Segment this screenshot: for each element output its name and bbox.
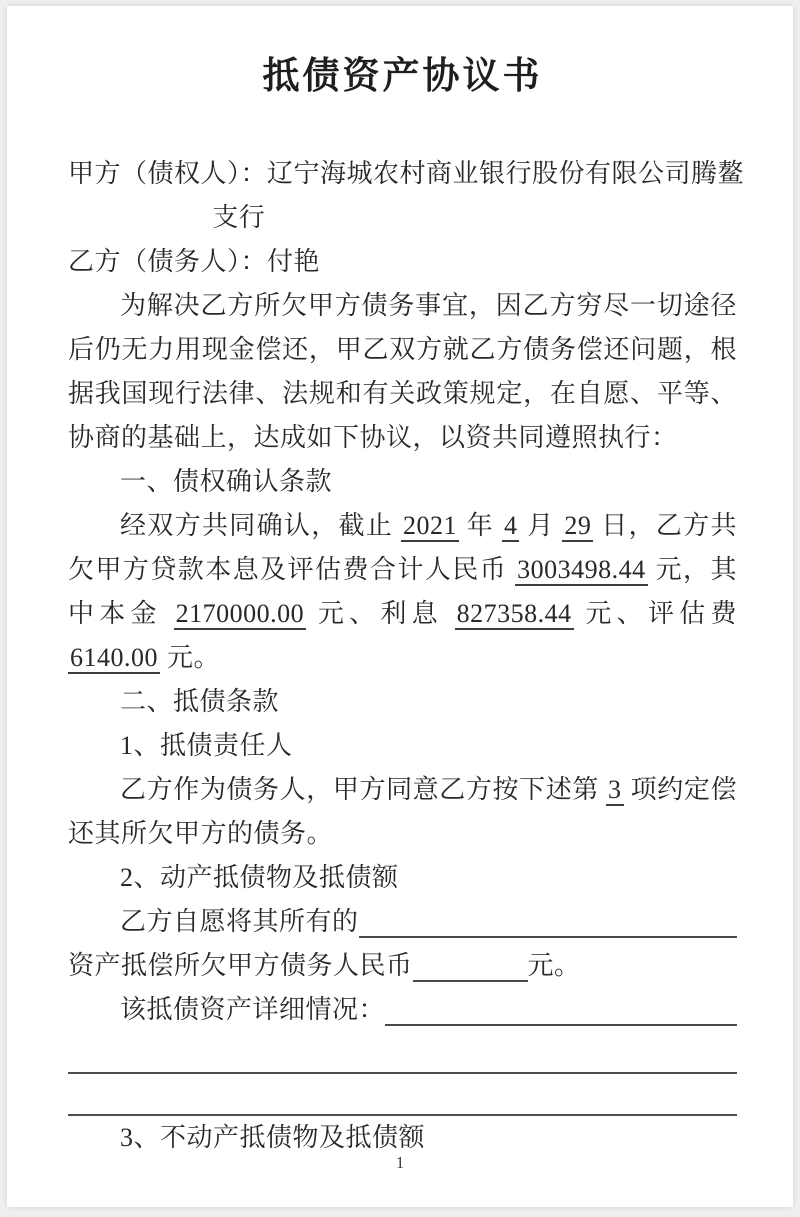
- movable-asset-line-2-suffix: 元。: [527, 951, 581, 980]
- amount-blank-underline: [413, 946, 528, 982]
- blank-underline: [359, 902, 737, 938]
- party-b-name: 付艳: [267, 247, 321, 276]
- ruled-blank-line-2: [68, 1074, 737, 1116]
- section-1-text: 元，其中本金: [68, 555, 737, 628]
- section-1-text: 年: [458, 511, 502, 540]
- section-2-item-1-body: [68, 768, 737, 856]
- appraisal-fee-value: 6140.00: [70, 643, 158, 672]
- party-a-line: [68, 152, 745, 196]
- movable-asset-line-2: [68, 944, 737, 988]
- item-1-text: 项约定偿还其所欠甲方的债务。: [68, 775, 737, 848]
- section-1-text: 元。: [160, 643, 221, 672]
- section-2-item-3-heading: 3、不动产抵债物及抵债额: [120, 1123, 426, 1152]
- parties-block: [68, 152, 745, 284]
- detail-blank-underline: [385, 990, 737, 1026]
- section-1-body: [68, 504, 737, 680]
- section-1-text: 月: [519, 511, 563, 540]
- section-1-text: 经双方共同确认，截止: [120, 511, 401, 540]
- movable-asset-line-1-text: 乙方自愿将其所有的: [120, 907, 359, 936]
- section-1-text: 元、评估费: [573, 599, 737, 628]
- party-a-label: 甲方（债权人）：: [68, 159, 268, 188]
- total-debt-value: 3003498.44: [517, 555, 646, 584]
- interest-value: 827358.44: [456, 599, 572, 628]
- section-2-item-2-heading: 2、动产抵债物及抵债额: [120, 863, 399, 892]
- section-1-text: 日，乙方共欠甲方贷款本息及评估费合计人民币: [68, 511, 737, 584]
- cutoff-month-value: 4: [503, 511, 518, 540]
- party-b-label: 乙方（债务人）：: [68, 247, 268, 276]
- clause-number-value: 3: [608, 775, 622, 804]
- asset-detail-label: 该抵债资产详细情况：: [120, 995, 386, 1024]
- party-a-name: 辽宁海城农村商业银行股份有限公司腾鳌: [267, 159, 745, 188]
- ruled-blank-line-1: [68, 1032, 737, 1074]
- cutoff-year-value: 2021: [402, 511, 457, 540]
- section-2-heading: 二、抵债条款: [120, 687, 280, 716]
- principal-value: 2170000.00: [175, 599, 305, 628]
- preamble-paragraph: 为解决乙方所欠甲方债务事宜，因乙方穷尽一切途径后仍无力用现金偿还，甲乙双方就乙方债务偿还问题，根据我国现行法律、法规和有关政策规定，在自愿、平等、协商的基础上，达成如下协议，以资共同遵照执行：: [68, 291, 737, 452]
- section-2-item-1-heading: 1、抵债责任人: [120, 731, 293, 760]
- document-title: 抵债资产协议书: [262, 56, 543, 97]
- section-1-heading: 一、债权确认条款: [120, 467, 333, 496]
- movable-asset-line-1: [68, 900, 737, 944]
- asset-detail-line: [68, 988, 737, 1032]
- item-1-text: 乙方作为债务人，甲方同意乙方按下述第: [120, 775, 607, 804]
- page-number: 1: [395, 1153, 405, 1172]
- party-a-name-continuation: 支行: [212, 203, 266, 232]
- movable-asset-line-2-prefix: 资产抵偿所欠甲方债务人民币: [68, 951, 413, 980]
- cutoff-day-value: 29: [564, 511, 592, 540]
- party-b-line: [68, 240, 737, 284]
- section-1-text: 元、利息: [306, 599, 455, 628]
- document-page: [7, 6, 793, 1207]
